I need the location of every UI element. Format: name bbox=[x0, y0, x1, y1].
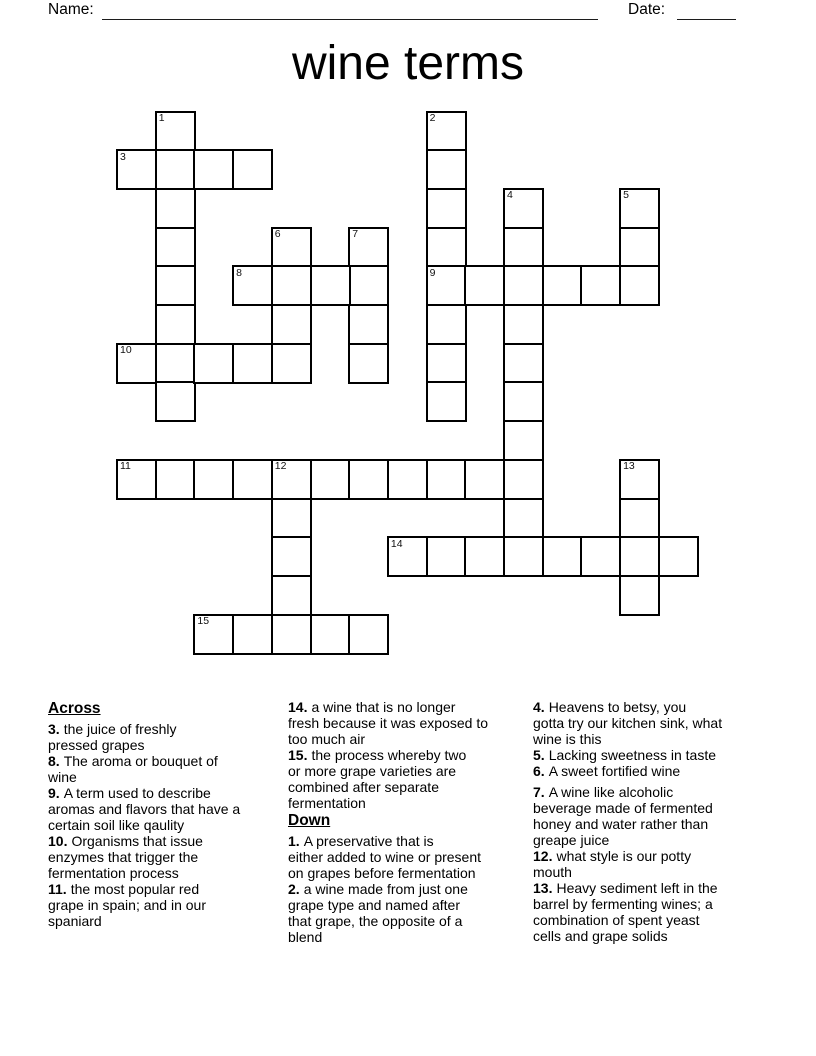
across-heading: Across bbox=[48, 700, 101, 717]
grid-clue-number: 4 bbox=[507, 189, 513, 202]
grid-cell[interactable] bbox=[503, 420, 544, 461]
grid-cell[interactable] bbox=[503, 536, 544, 577]
clue-14 bbox=[288, 699, 530, 747]
grid-cell[interactable] bbox=[503, 459, 544, 500]
clue-7 bbox=[533, 784, 773, 848]
grid-cell[interactable] bbox=[426, 149, 467, 190]
grid-cell[interactable] bbox=[619, 227, 660, 268]
clue-4 bbox=[533, 699, 773, 747]
grid-cell[interactable] bbox=[155, 304, 196, 345]
clue-9 bbox=[48, 785, 283, 833]
grid-cell[interactable] bbox=[619, 265, 660, 306]
clue-text: Heavens to betsy, you gotta try our kitchen sink, what wine is this bbox=[533, 699, 723, 747]
clue-2 bbox=[288, 881, 530, 945]
clue-text: a wine made from just one grape type and named after that grape, the opposite of a blend bbox=[288, 881, 468, 945]
grid-cell[interactable] bbox=[426, 343, 467, 384]
grid-cell[interactable] bbox=[310, 459, 351, 500]
grid-cell[interactable] bbox=[619, 575, 660, 616]
clue-text: the most popular red grape in spain; and in our spaniard bbox=[48, 881, 206, 929]
clue-text: what style is our potty mouth bbox=[533, 848, 692, 880]
grid-clue-number: 7 bbox=[352, 228, 359, 241]
grid-clue-number: 6 bbox=[274, 228, 281, 241]
grid-cell[interactable] bbox=[155, 459, 196, 500]
clue-number: 14. bbox=[288, 699, 308, 715]
clue-number: 11. bbox=[48, 881, 67, 897]
name-label: Name: bbox=[48, 1, 94, 18]
date-input-line[interactable] bbox=[677, 19, 736, 20]
grid-cell[interactable] bbox=[232, 459, 273, 500]
grid-cell[interactable] bbox=[155, 265, 196, 306]
clues-column-middle bbox=[288, 699, 530, 945]
clue-number: 1. bbox=[288, 833, 300, 849]
grid-cell[interactable] bbox=[503, 381, 544, 422]
grid-cell[interactable] bbox=[348, 614, 389, 655]
clue-text: the juice of freshly pressed grapes bbox=[48, 721, 177, 753]
grid-cell[interactable] bbox=[619, 536, 660, 577]
clue-number: 4. bbox=[533, 699, 545, 715]
clue-12 bbox=[533, 848, 773, 880]
clue-number: 2. bbox=[288, 881, 300, 897]
grid-cell[interactable] bbox=[464, 459, 505, 500]
clue-1 bbox=[288, 833, 530, 881]
grid-cell[interactable] bbox=[193, 149, 234, 190]
grid-clue-number: 10 bbox=[120, 344, 132, 357]
grid-cell[interactable] bbox=[503, 265, 544, 306]
grid-cell[interactable] bbox=[155, 227, 196, 268]
grid-cell[interactable] bbox=[193, 459, 234, 500]
grid-cell[interactable] bbox=[155, 343, 196, 384]
clue-text: A preservative that is either added to wine or present on grapes before fermentation bbox=[288, 833, 482, 881]
grid-cell[interactable] bbox=[271, 265, 312, 306]
grid-cell[interactable] bbox=[387, 459, 428, 500]
clues-column-down bbox=[533, 699, 773, 944]
clues-column-across bbox=[48, 699, 283, 929]
grid-cell[interactable] bbox=[271, 536, 312, 577]
grid-clue-number: 11 bbox=[120, 460, 131, 473]
clue-text: The aroma or bouquet of wine bbox=[48, 753, 218, 785]
grid-cell[interactable] bbox=[619, 498, 660, 539]
grid-cell[interactable] bbox=[503, 304, 544, 345]
clue-text: A sweet fortified wine bbox=[548, 763, 681, 779]
grid-cell[interactable] bbox=[580, 536, 621, 577]
clue-text: the process whereby two or more grape varieties are combined after separate fermentation bbox=[288, 747, 467, 811]
grid-cell[interactable] bbox=[426, 381, 467, 422]
grid-cell[interactable] bbox=[232, 149, 273, 190]
clue-10 bbox=[48, 833, 283, 881]
clue-number: 15. bbox=[288, 747, 308, 763]
clue-number: 12. bbox=[533, 848, 553, 864]
grid-cell[interactable] bbox=[155, 149, 196, 190]
grid-cell[interactable] bbox=[464, 265, 505, 306]
grid-clue-number: 8 bbox=[236, 266, 242, 279]
grid-cell[interactable] bbox=[155, 188, 196, 229]
grid-cell[interactable] bbox=[658, 536, 699, 577]
grid-cell[interactable] bbox=[232, 343, 273, 384]
grid-cell[interactable] bbox=[348, 343, 389, 384]
clue-number: 3. bbox=[48, 721, 60, 737]
clue-text: Lacking sweetness in taste bbox=[548, 747, 717, 763]
clue-number: 6. bbox=[533, 763, 545, 779]
grid-cell[interactable] bbox=[426, 188, 467, 229]
grid-cell[interactable] bbox=[426, 536, 467, 577]
grid-clue-number: 12 bbox=[274, 460, 287, 473]
grid-cell[interactable] bbox=[271, 498, 312, 539]
grid-clue-number: 5 bbox=[623, 189, 629, 202]
grid-cell[interactable] bbox=[503, 227, 544, 268]
clue-number: 8. bbox=[48, 753, 60, 769]
grid-cell[interactable] bbox=[426, 227, 467, 268]
grid-cell[interactable] bbox=[542, 536, 583, 577]
grid-cell[interactable] bbox=[271, 343, 312, 384]
clue-text: Heavy sediment left in the barrel by fermenting wines; a combination of spent yeast cells and grape solids bbox=[533, 880, 718, 944]
clue-number: 9. bbox=[48, 785, 60, 801]
clue-11 bbox=[48, 881, 283, 929]
date-label: Date: bbox=[628, 1, 666, 18]
grid-cell[interactable] bbox=[503, 498, 544, 539]
grid-cell[interactable] bbox=[426, 459, 467, 500]
grid-cell[interactable] bbox=[271, 304, 312, 345]
clue-3 bbox=[48, 721, 283, 753]
down-heading: Down bbox=[288, 812, 331, 829]
grid-clue-number: 1 bbox=[158, 112, 165, 124]
clue-15 bbox=[288, 747, 530, 811]
clue-8 bbox=[48, 753, 283, 785]
grid-clue-number: 9 bbox=[429, 266, 436, 279]
grid-cell[interactable] bbox=[310, 614, 351, 655]
grid-cell[interactable] bbox=[310, 265, 351, 306]
clue-text: Organisms that issue enzymes that trigger the fermentation process bbox=[48, 833, 203, 881]
grid-clue-number: 2 bbox=[429, 112, 436, 124]
clue-6 bbox=[533, 763, 773, 779]
grid-cell[interactable] bbox=[426, 304, 467, 345]
grid-cell[interactable] bbox=[580, 265, 621, 306]
grid-cell[interactable] bbox=[193, 343, 234, 384]
grid-cell[interactable] bbox=[464, 536, 505, 577]
grid-clue-number: 14 bbox=[390, 537, 403, 550]
grid-cell[interactable] bbox=[232, 614, 273, 655]
name-input-line[interactable] bbox=[102, 19, 598, 20]
clue-number: 13. bbox=[533, 880, 553, 896]
clue-text: A term used to describe aromas and flavors that have a certain soil like qaulity bbox=[48, 785, 241, 833]
grid-cell[interactable] bbox=[542, 265, 583, 306]
clue-13 bbox=[533, 880, 773, 944]
grid-cell[interactable] bbox=[348, 459, 389, 500]
clue-5 bbox=[533, 747, 773, 763]
grid-cell[interactable] bbox=[271, 614, 312, 655]
clue-text: a wine that is no longer fresh because it was exposed to too much air bbox=[288, 699, 489, 747]
grid-cell[interactable] bbox=[271, 575, 312, 616]
clue-number: 5. bbox=[533, 747, 545, 763]
grid-cell[interactable] bbox=[503, 343, 544, 384]
grid-cell[interactable] bbox=[348, 265, 389, 306]
clue-number: 10. bbox=[48, 833, 68, 849]
grid-clue-number: 13 bbox=[623, 460, 635, 473]
grid-clue-number: 15 bbox=[197, 615, 210, 628]
clue-text: A wine like alcoholic beverage made of fermented honey and water rather than greape juice bbox=[533, 784, 713, 848]
grid-cell[interactable] bbox=[155, 381, 196, 422]
grid-clue-number: 3 bbox=[120, 150, 126, 163]
puzzle-title: wine terms bbox=[291, 37, 525, 90]
grid-cell[interactable] bbox=[348, 304, 389, 345]
clue-number: 7. bbox=[533, 784, 545, 800]
